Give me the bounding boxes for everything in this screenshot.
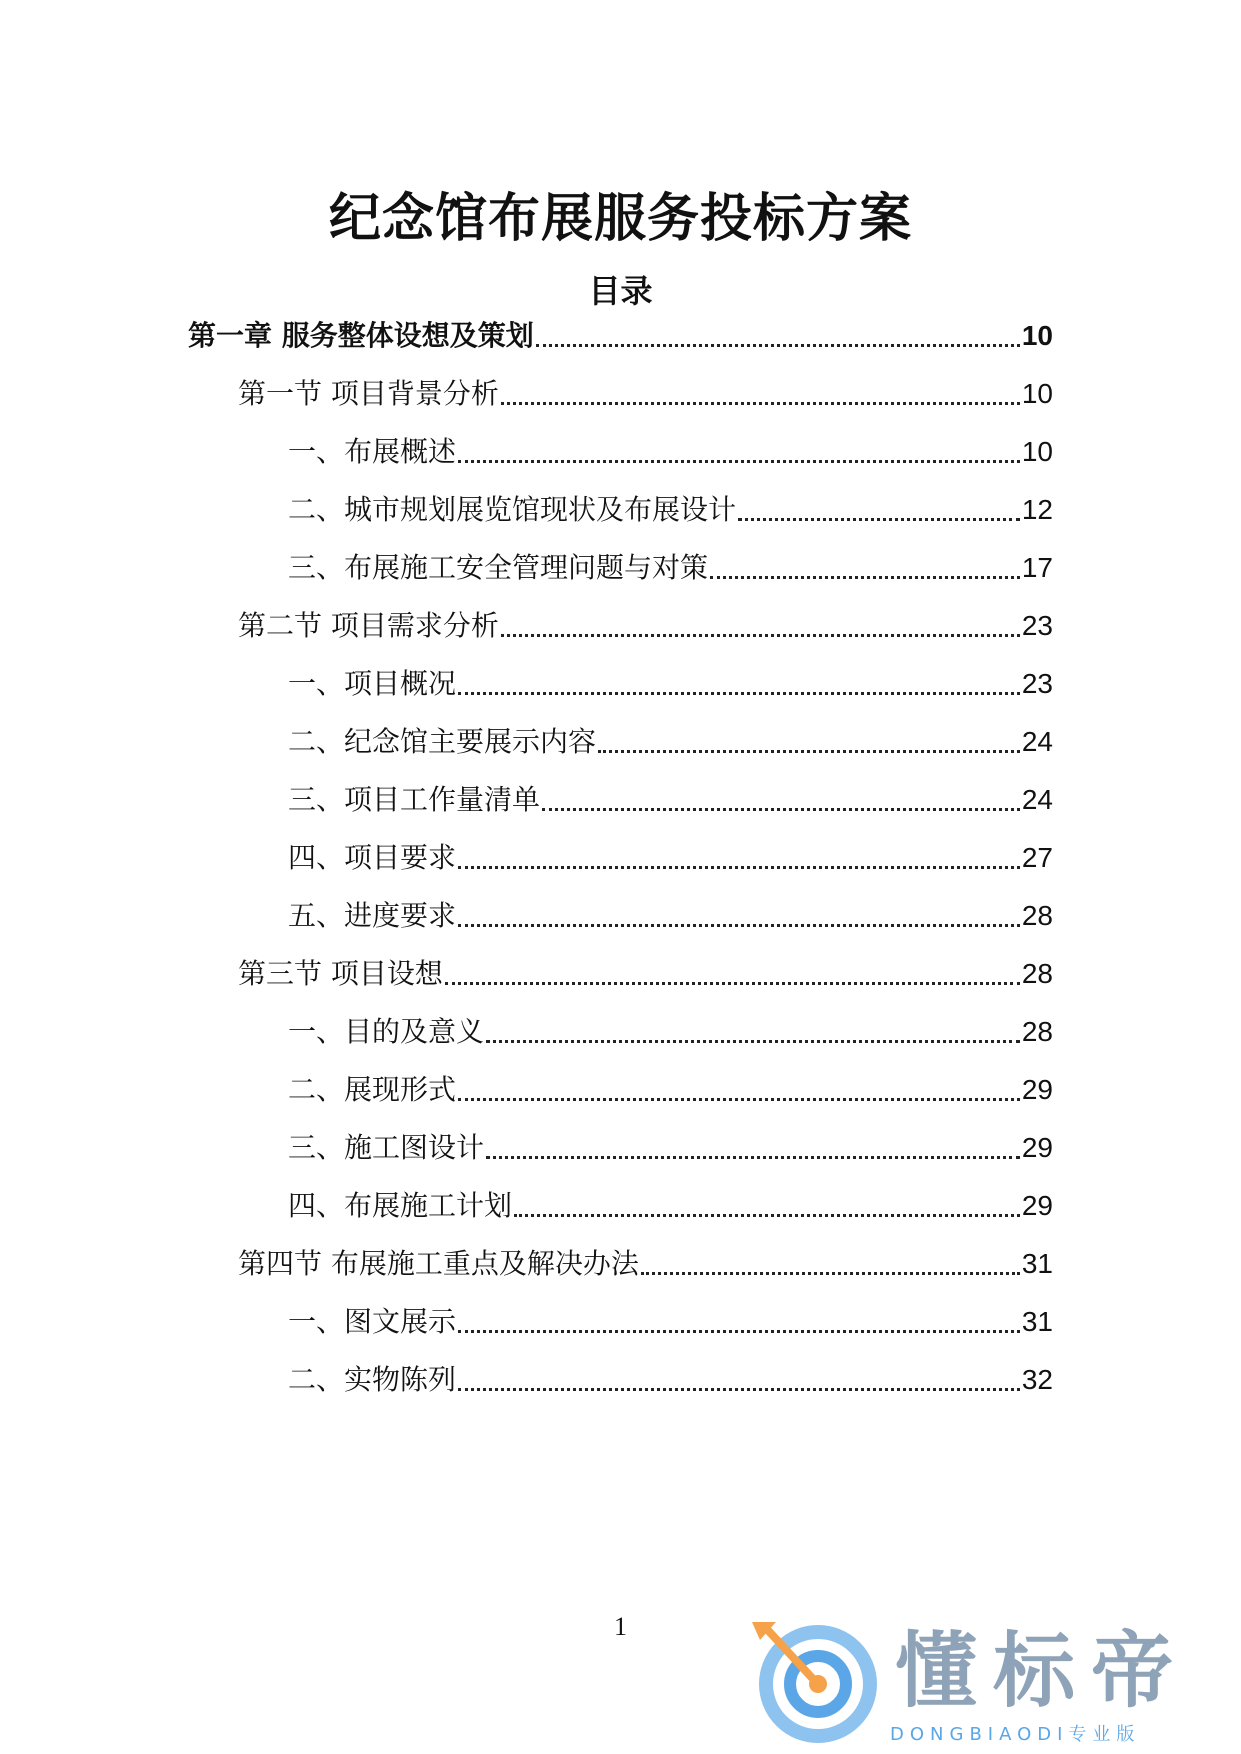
toc-dot-leader xyxy=(536,344,1020,347)
toc-entry-page: 27 xyxy=(1021,842,1053,873)
toc-entry-page: 31 xyxy=(1021,1248,1053,1279)
toc-dot-leader xyxy=(445,982,1020,985)
toc-entry-page: 31 xyxy=(1021,1306,1053,1337)
toc-entry-label: 二、纪念馆主要展示内容 xyxy=(288,725,597,758)
toc-entry-page: 10 xyxy=(1021,320,1053,351)
watermark-tagline: DONGBIAODI专业版 xyxy=(890,1724,1141,1745)
toc-entry[interactable] xyxy=(238,1242,1053,1286)
toc-entry-page: 29 xyxy=(1021,1132,1053,1163)
toc-entry-label: 三、施工图设计 xyxy=(288,1131,485,1164)
toc-entry[interactable] xyxy=(288,836,1053,880)
toc-entry[interactable] xyxy=(288,1300,1053,1344)
toc-entry[interactable] xyxy=(288,1184,1053,1228)
toc-entry-page: 28 xyxy=(1021,958,1053,989)
toc-dot-leader xyxy=(458,460,1020,463)
toc-entry-label: 三、项目工作量清单 xyxy=(288,783,541,816)
toc-entry[interactable] xyxy=(238,952,1053,996)
toc-entry[interactable] xyxy=(238,372,1053,416)
toc-entry-page: 29 xyxy=(1021,1074,1053,1105)
toc-entry-label: 二、实物陈列 xyxy=(288,1363,457,1396)
document-title: 纪念馆布展服务投标方案 xyxy=(328,189,912,249)
toc-entry-label: 一、项目概况 xyxy=(288,667,457,700)
toc-entry[interactable] xyxy=(288,1068,1053,1112)
toc-dot-leader xyxy=(458,692,1020,695)
toc-dot-leader xyxy=(458,1330,1020,1333)
toc-entry[interactable] xyxy=(288,720,1053,764)
toc-dot-leader xyxy=(641,1272,1020,1275)
toc-heading: 目录 xyxy=(588,272,653,310)
toc-dot-leader xyxy=(514,1214,1020,1217)
toc-entry-label: 五、进度要求 xyxy=(288,899,457,932)
toc-dot-leader xyxy=(458,1098,1020,1101)
toc-entry[interactable] xyxy=(288,1010,1053,1054)
toc-entry-page: 17 xyxy=(1021,552,1053,583)
toc-entry-label: 一、目的及意义 xyxy=(288,1015,485,1048)
toc-dot-leader xyxy=(598,750,1020,753)
toc-entry-page: 12 xyxy=(1021,494,1053,525)
toc-entry-page: 29 xyxy=(1021,1190,1053,1221)
toc-entry[interactable] xyxy=(288,778,1053,822)
toc-entry-page: 32 xyxy=(1021,1364,1053,1395)
toc-entry-page: 23 xyxy=(1021,610,1053,641)
toc-entry-label: 一、图文展示 xyxy=(288,1305,457,1338)
toc-entry-label: 四、项目要求 xyxy=(288,841,457,874)
toc-entry[interactable] xyxy=(288,1358,1053,1402)
toc-dot-leader xyxy=(542,808,1020,811)
toc-entry-page: 10 xyxy=(1021,436,1053,467)
toc-entry-page: 28 xyxy=(1021,900,1053,931)
toc-entry[interactable] xyxy=(238,604,1053,648)
toc-entry-label: 三、布展施工安全管理问题与对策 xyxy=(288,551,709,584)
toc-entry-label: 第二节 项目需求分析 xyxy=(238,609,499,642)
toc-dot-leader xyxy=(458,1388,1020,1391)
toc-entry[interactable] xyxy=(288,430,1053,474)
toc-entry-page: 28 xyxy=(1021,1016,1053,1047)
toc-entry-label: 第一章 服务整体设想及策划 xyxy=(188,319,534,352)
toc-dot-leader xyxy=(458,924,1020,927)
toc-entry-label: 第三节 项目设想 xyxy=(238,957,443,990)
toc-entry[interactable] xyxy=(288,662,1053,706)
toc-entry-page: 24 xyxy=(1021,784,1053,815)
toc-entry[interactable] xyxy=(288,546,1053,590)
target-arrow-icon xyxy=(740,1618,890,1748)
toc-dot-leader xyxy=(458,866,1020,869)
page-number: 1 xyxy=(614,1612,627,1641)
toc-dot-leader xyxy=(486,1156,1020,1159)
toc-dot-leader xyxy=(486,1040,1020,1043)
watermark-brand: 懂标帝 xyxy=(895,1624,1190,1719)
toc-dot-leader xyxy=(501,402,1020,405)
toc-entry[interactable] xyxy=(288,1126,1053,1170)
toc-dot-leader xyxy=(738,518,1020,521)
toc-entry-page: 23 xyxy=(1021,668,1053,699)
toc-entry-label: 二、城市规划展览馆现状及布展设计 xyxy=(288,493,737,526)
toc-entry-label: 四、布展施工计划 xyxy=(288,1189,513,1222)
toc-dot-leader xyxy=(501,634,1020,637)
toc-entry-page: 10 xyxy=(1021,378,1053,409)
toc-entry-label: 第一节 项目背景分析 xyxy=(238,377,499,410)
toc-entry[interactable] xyxy=(288,894,1053,938)
toc-dot-leader xyxy=(710,576,1020,579)
toc-entry[interactable] xyxy=(288,488,1053,532)
toc-entry-label: 二、展现形式 xyxy=(288,1073,457,1106)
toc-entry-page: 24 xyxy=(1021,726,1053,757)
watermark xyxy=(740,1618,1220,1748)
toc-entry-label: 第四节 布展施工重点及解决办法 xyxy=(238,1247,639,1280)
toc-entry-label: 一、布展概述 xyxy=(288,435,457,468)
toc-entry[interactable] xyxy=(188,314,1053,358)
